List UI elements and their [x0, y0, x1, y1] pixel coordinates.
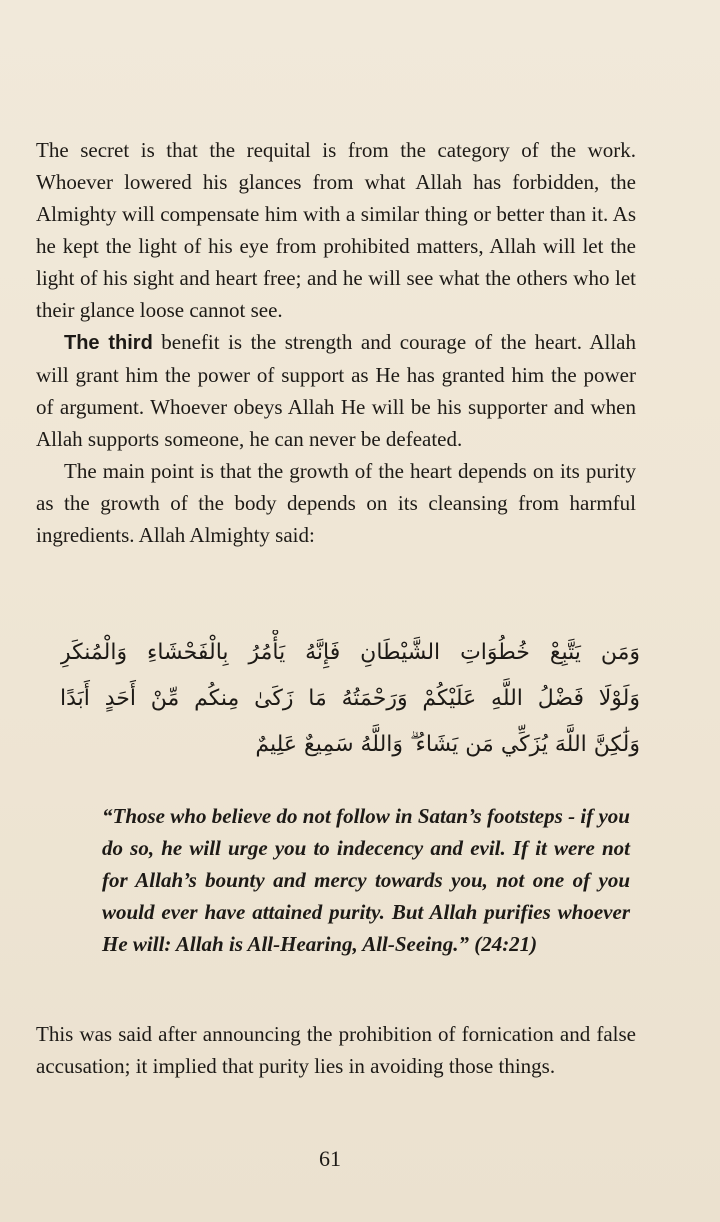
paragraph-third-benefit: [36, 326, 636, 455]
paragraph-prohibition: This was said after announcing the prohibition of fornication and false accusation; it implied that purity lies in avoiding those things.: [36, 1022, 636, 1078]
page-number: 61: [319, 1146, 341, 1171]
paragraph-third-benefit-text: benefit is the strength and courage of the heart. Allah will grant him the power of support as He has granted him the power of argument. Whoever obeys Allah He will be his supporter and when Allah supports someone, he can never be defeated.: [36, 330, 637, 451]
arabic-verse: [60, 630, 640, 768]
arabic-verse-line: وَمَن يَتَّبِعْ خُطُوَاتِ الشَّيْطَانِ فَإِنَّهُ يَأْمُرُ بِالْفَحْشَاءِ وَالْمُنكَرِ: [60, 640, 640, 665]
arabic-verse-line: وَلَوْلَا فَضْلُ اللَّهِ عَلَيْكُمْ وَرَحْمَتُهُ مَا زَكَىٰ مِنكُم مِّنْ أَحَدٍ أَبَدًا: [60, 686, 640, 711]
verse-translation: “Those who believe do not follow in Satan’s footsteps - if you do so, he will urge you to indecency and evil. If it were not for Allah’s bounty and mercy towards you, not one of you would ever have attained purity. But Allah purifies whoever He will: Allah is All-Hearing, All-Seeing.” (24:21): [102, 804, 630, 956]
emphasis-the-third: The third: [64, 332, 153, 354]
paragraph-requital: The secret is that the requital is from the category of the work. Whoever lowered his glances from what Allah has forbidden, the Almighty will compensate him with a similar thing or better than it. As he kept the light of his eye from prohibited matters, Allah will let the light of his sight and heart free; and he will see what the others who let their glance loose cannot see.: [36, 138, 636, 322]
body-text-bottom: [36, 1018, 636, 1082]
arabic-verse-line: وَلَٰكِنَّ اللَّهَ يُزَكِّي مَن يَشَاءُ ۗ وَاللَّهُ سَمِيعٌ عَلِيمٌ: [255, 732, 640, 757]
paragraph-main-point: The main point is that the growth of the heart depends on its purity as the growth of the body depends on its cleansing from harmful ingredients. Allah Almighty said:: [36, 459, 636, 547]
body-text-top: [36, 134, 636, 551]
